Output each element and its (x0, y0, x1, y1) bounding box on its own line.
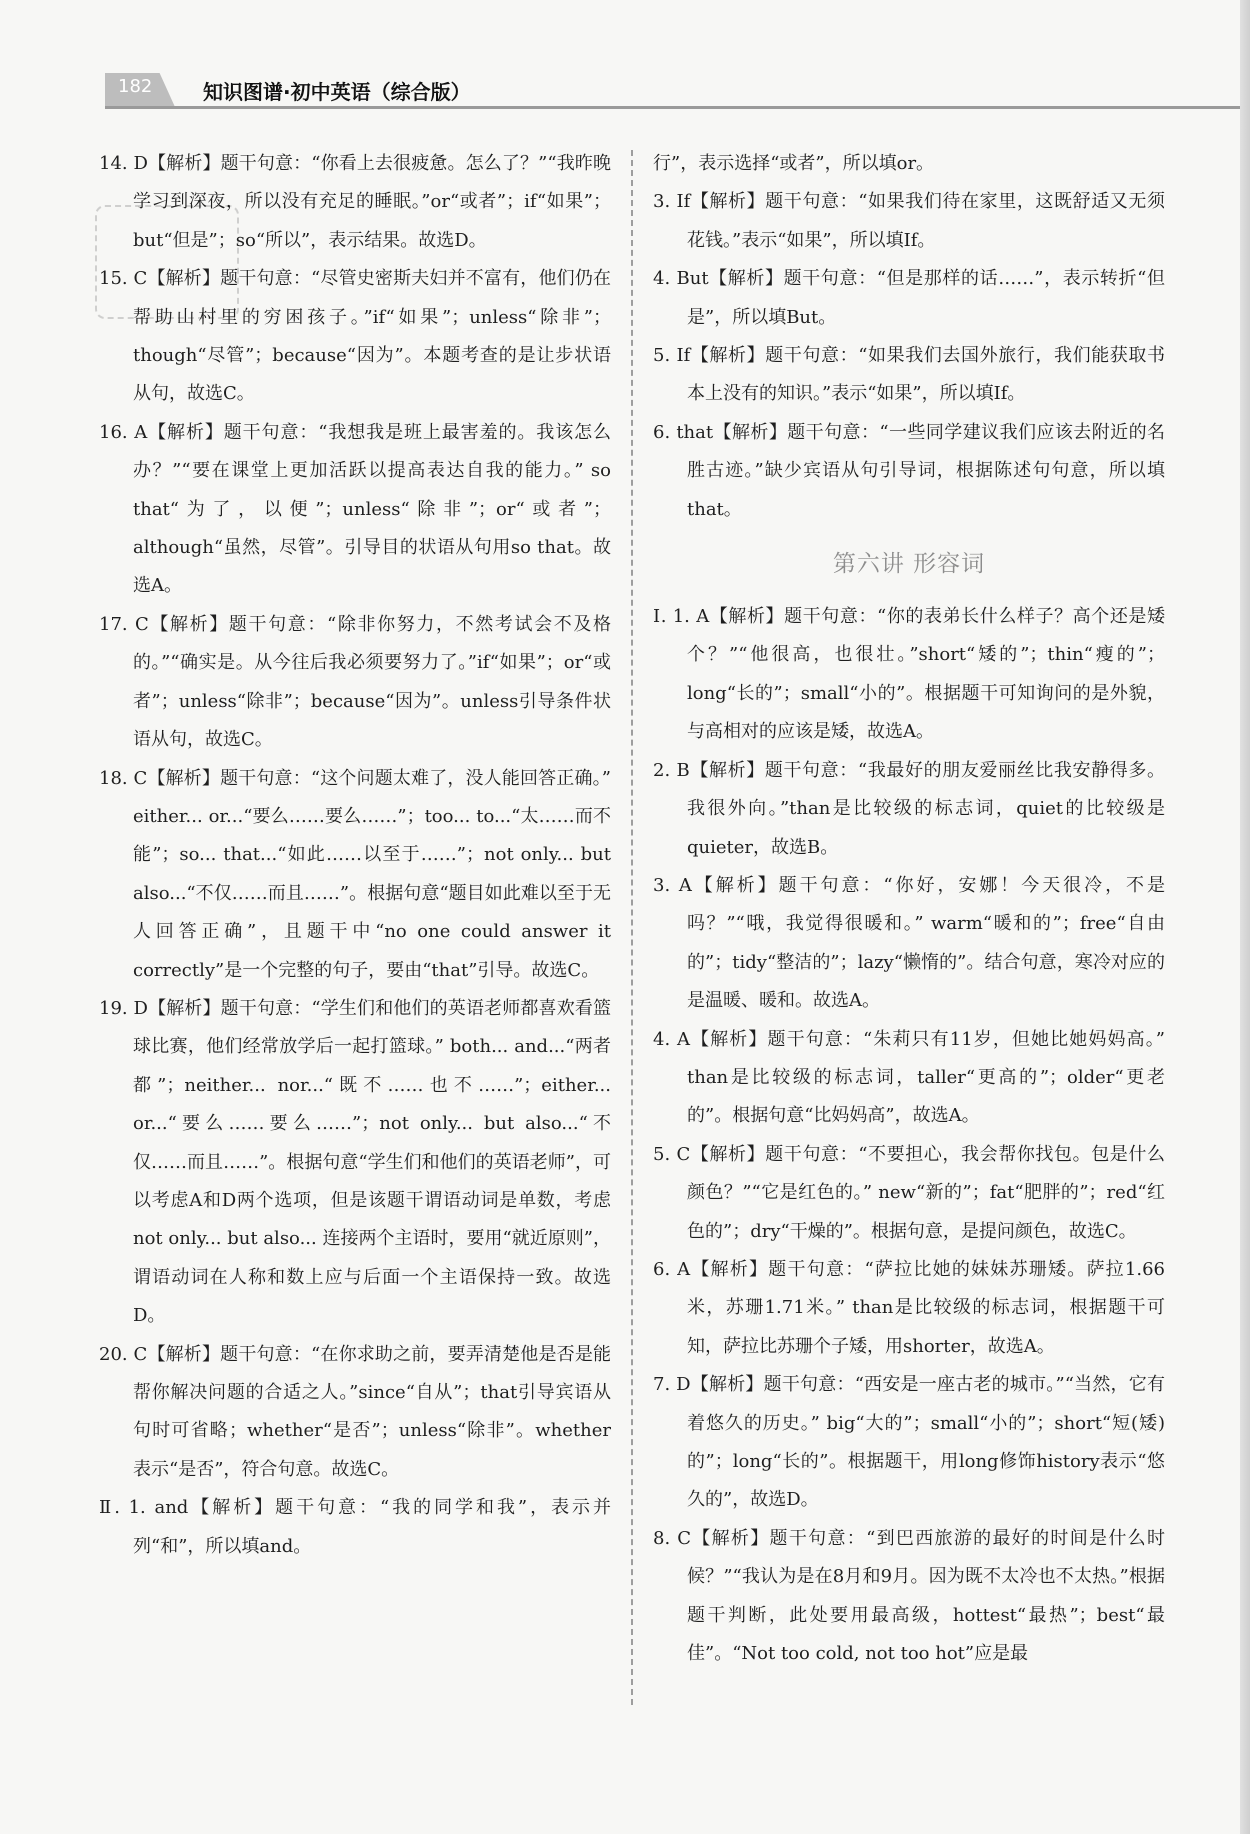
right-column (653, 145, 1165, 1673)
answer-entry: 3. A【解析】题干句意：“你好，安娜！今天很冷，不是吗？”“哦，我觉得很暖和。” warm“暖和的”；free“自由的”；tidy“整洁的”；lazy“懒惰的”。结合句意，寒冷对应的是温暖、暖和。故选A。 (653, 874, 1165, 1012)
answer-entry: 7. D【解析】题干句意：“西安是一座古老的城市。”“当然，它有着悠久的历史。” big“大的”；small“小的”；short“短(矮)的”；long“长的”。根据题干，用long修饰history表示“悠久的”，故选D。 (653, 1374, 1165, 1511)
answer-entry: 8. C【解析】题干句意：“到巴西旅游的最好的时间是什么时候？”“我认为是在8月和9月。因为既不太冷也不太热。”根据题干判断，此处要用最高级，hottest“最热”；best“最佳”。“Not too cold, not too hot”应是最 (653, 1527, 1165, 1665)
header-rule (105, 106, 1240, 109)
answer-entry: 6. A【解析】题干句意：“萨拉比她的妹妹苏珊矮。萨拉1.66米，苏珊1.71米。” than是比较级的标志词，根据题干可知，萨拉比苏珊个子矮，用shorter，故选A。 (653, 1258, 1165, 1357)
answer-entry: 20. C【解析】题干句意：“在你求助之前，要弄清楚他是否是能帮你解决问题的合适之人。”since“自从”；that引导宾语从句时可省略；whether“是否”；unless“除非”。whether表示“是否”，符合句意。故选C。 (99, 1343, 611, 1480)
page-edge (1240, 0, 1250, 1834)
answer-entry: 4. A【解析】题干句意：“朱莉只有11岁，但她比她妈妈高。” than是比较级的标志词，taller“更高的”；older“更老的”。根据句意“比妈妈高”，故选A。 (653, 1028, 1165, 1127)
answer-entry: 3. If【解析】题干句意：“如果我们待在家里，这既舒适又无须花钱。”表示“如果”，所以填If。 (653, 191, 1165, 251)
answer-entry: 16. A【解析】题干句意：“我想我是班上最害羞的。我该怎么办？”“要在课堂上更加活跃以提高表达自我的能力。” so that“为了，以便”；unless“除非”；or“或者”；although“虽然，尽管”。引导目的状语从句用so that。故选A。 (99, 421, 611, 597)
section-heading: 第六讲 形容词 (832, 551, 986, 578)
answer-entry: Ⅱ. 1. and【解析】题干句意：“我的同学和我”，表示并列“和”，所以填and。 (99, 1497, 611, 1557)
answer-entry: 2. B【解析】题干句意：“我最好的朋友爱丽丝比我安静得多。我很外向。”than是比较级的标志词，quiet的比较级是quieter，故选B。 (653, 759, 1165, 858)
answer-entry: 4. But【解析】题干句意：“但是那样的话……”，表示转折“但是”，所以填But。 (653, 268, 1165, 328)
answer-entry: 5. C【解析】题干句意：“不要担心，我会帮你找包。包是什么颜色？”“它是红色的。” new“新的”；fat“肥胖的”；red“红色的”；dry“干燥的”。根据句意，是提问颜色，故选C。 (653, 1143, 1165, 1242)
answer-entry: 18. C【解析】题干句意：“这个问题太难了，没人能回答正确。” either... or...“要么……要么……”；too... to...“太……而不能”；so... that...“如此……以至于……”；not only... but also...“不仅……而且……”。根据句意“题目如此难以至于无人回答正确”，且题干中“no one could answer it correctly”是一个完整的句子，要由“that”引导。故选C。 (99, 767, 611, 981)
book-title: 知识图谱·初中英语（综合版） (203, 80, 471, 104)
answer-entry: 15. C【解析】题干句意：“尽管史密斯夫妇并不富有，他们仍在帮助山村里的穷困孩子。”if“如果”；unless“除非”；though“尽管”；because“因为”。本题考查的是让步状语从句，故选C。 (99, 268, 611, 405)
answer-entry: 14. D【解析】题干句意：“你看上去很疲惫。怎么了？”“我昨晚学习到深夜，所以没有充足的睡眠。”or“或者”；if“如果”；but“但是”；so“所以”，表示结果。故选D。 (99, 153, 611, 251)
answer-entry: 6. that【解析】题干句意：“一些同学建议我们应该去附近的名胜古迹。”缺少宾语从句引导词，根据陈述句句意，所以填that。 (653, 421, 1165, 520)
answer-entry-continuation: 行”，表示选择“或者”，所以填or。 (653, 153, 935, 174)
answer-entry: 19. D【解析】题干句意：“学生们和他们的英语老师都喜欢看篮球比赛，他们经常放学后一起打篮球。” both... and...“两者都”；neither... nor...“既不……也不……”；either... or...“要么……要么……”；not only... but also...“不仅……而且……”。根据句意“学生们和他们的英语老师”，可以考虑A和D两个选项，但是该题干谓语动词是单数，考虑not only... but also... 连接两个主语时，要用“就近原则”，谓语动词在人称和数上应与后面一个主语保持一致。故选D。 (99, 997, 611, 1327)
left-column (99, 145, 611, 1566)
answer-entry: Ⅰ. 1. A【解析】题干句意：“你的表弟长什么样子？高个还是矮个？”“他很高，也很壮。”short“矮的”；thin“瘦的”；long“长的”；small“小的”。根据题干可知询问的是外貌，与高相对的应该是矮，故选A。 (653, 606, 1165, 743)
answer-entry: 17. C【解析】题干句意：“除非你努力，不然考试会不及格的。”“确实是。从今往后我必须要努力了。”if“如果”；or“或者”；unless“除非”；because“因为”。unless引导条件状语从句，故选C。 (99, 613, 611, 751)
page-number: 182 (118, 76, 153, 97)
column-divider (631, 150, 633, 1705)
answer-entry: 5. If【解析】题干句意：“如果我们去国外旅行，我们能获取书本上没有的知识。”表示“如果”，所以填If。 (653, 345, 1165, 405)
